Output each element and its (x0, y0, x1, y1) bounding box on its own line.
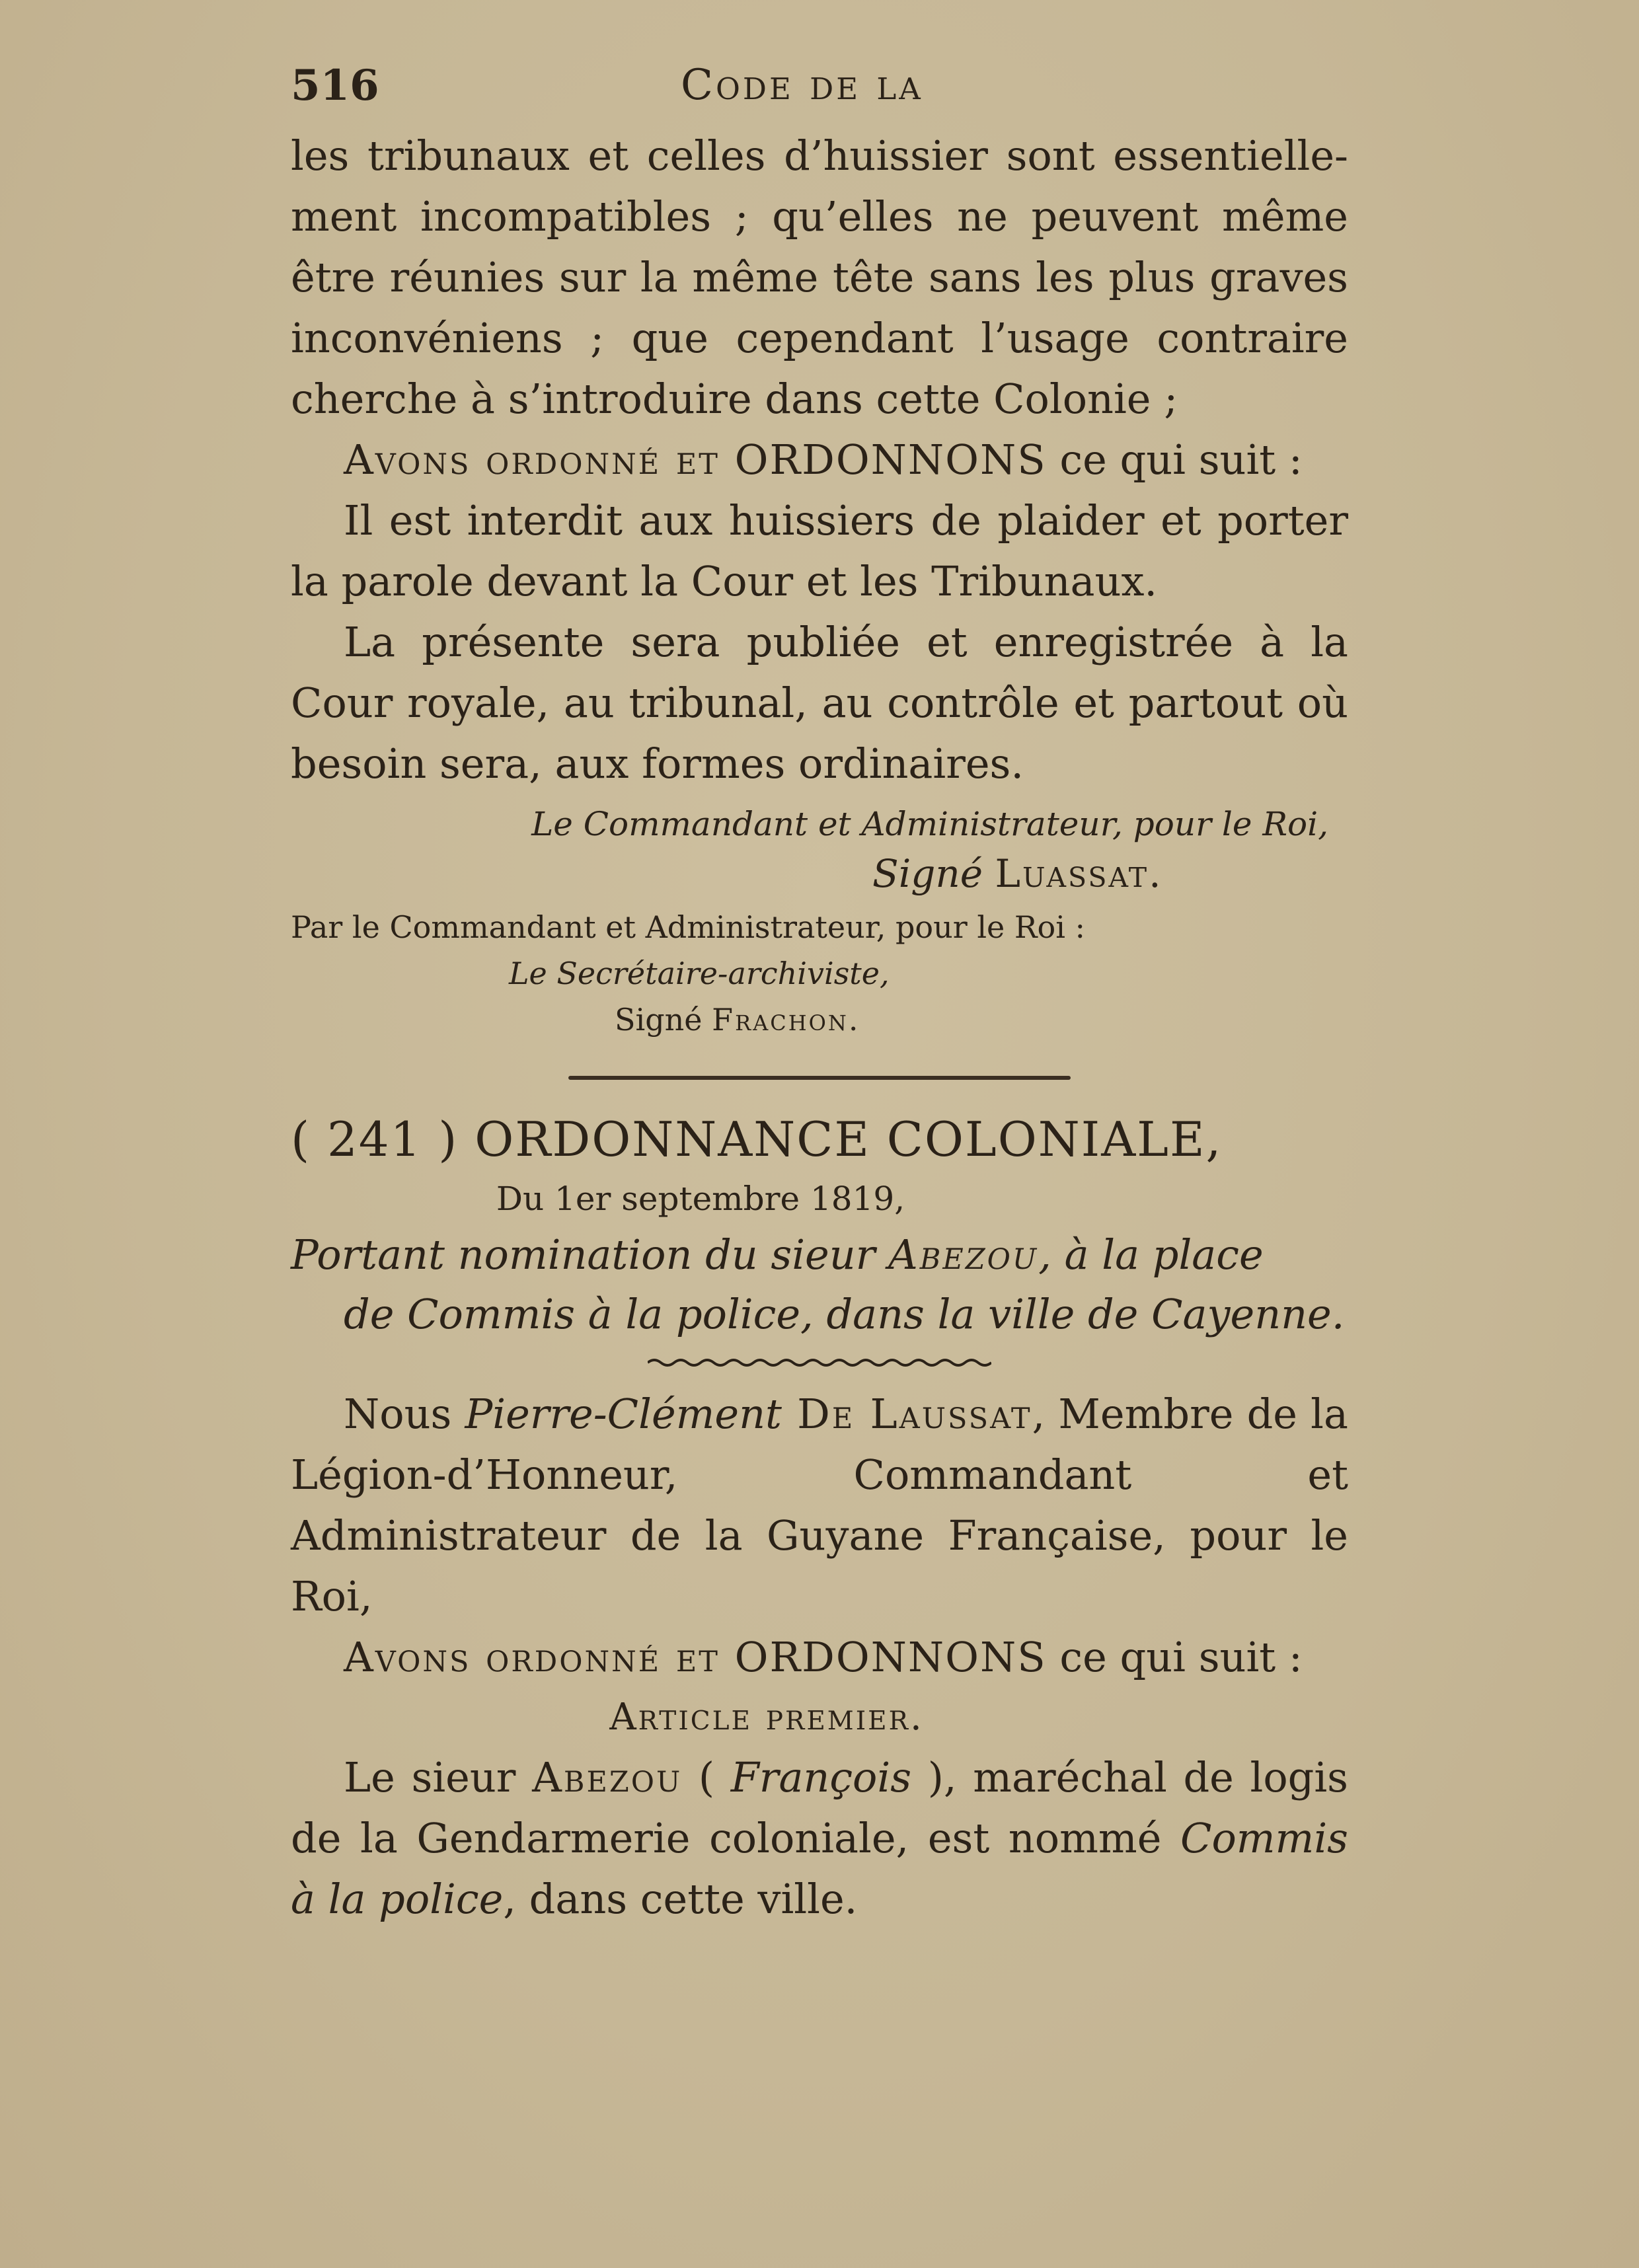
signature-commandant-name (291, 847, 1348, 900)
ornamental-rule (648, 1357, 991, 1368)
paragraph-nous (291, 1384, 1348, 1627)
article-part-1: Le sieur (344, 1753, 533, 1801)
secretary-name: Frachon. (712, 1002, 860, 1038)
page-body (291, 126, 1348, 1930)
nous-text: Nous (344, 1390, 465, 1438)
appointee-first-name: François (730, 1753, 912, 1801)
position-title: Commis à la police (291, 1814, 1348, 1923)
paragraph-continuation: les tribunaux et celles d’huissier sont essentielle-ment incompatibles ; qu’elles ne peuvent même être réunies sur la même tête sans les plus graves inconvéniens ; que cependant l’usage contraire cherche à s’introduire dans cette Colonie ; (291, 132, 1348, 423)
signe-label-2: Signé (615, 1002, 703, 1038)
section-divider (568, 1076, 1071, 1080)
ordonne-text-2: Avons ordonné et (344, 1633, 735, 1681)
family-name: De Laussat (781, 1390, 1032, 1438)
subtitle-part-1: Portant nomination du sieur (291, 1230, 889, 1279)
paragraph-publication: La présente sera publiée et enregistrée à la Cour royale, au tribunal, au contrôle et partout où besoin sera, aux formes ordinaires. (291, 618, 1348, 788)
nous-tail: , Membre de la Légion-d’Honneur, Commandant et Administrateur de la Guyane Française, pour le Roi, (291, 1390, 1348, 1620)
ordonnons-word: ORDONNONS (734, 435, 1047, 484)
paragraph-article (291, 1747, 1348, 1930)
signature-secretaire-title: Le Secrétaire-archiviste, (509, 956, 890, 991)
ordinance-subtitle-line2: de Commis à la police, dans la ville de Cayenne. (344, 1290, 1345, 1338)
signature-secretaire-name (291, 997, 1348, 1043)
article-heading: Article premier. (609, 1696, 924, 1739)
ordonne-tail-2: ce qui suit : (1046, 1633, 1303, 1681)
signature-commandant-title: Le Commandant et Administrateur, pour le Roi, (531, 805, 1328, 843)
appointee-name: Abezou (532, 1753, 683, 1801)
article-part-2: ( (682, 1753, 731, 1801)
article-part-3: ), maréchal de logis de la Gendarmerie coloniale, est nommé (291, 1753, 1348, 1862)
signatory-name: Luassat. (995, 851, 1163, 896)
ordonne-text: Avons ordonné et (344, 435, 735, 484)
paragraph-ordonne-2 (291, 1627, 1348, 1688)
ordinance-title: ( 241 ) ORDONNANCE COLONIALE, (291, 1112, 1223, 1167)
ordonnons-word-2: ORDONNONS (734, 1633, 1047, 1681)
subtitle-part-2: , à la place (1038, 1230, 1264, 1279)
paragraph-interdit: Il est interdit aux huissiers de plaider et porter la parole devant la Cour et les Tribunaux. (291, 496, 1348, 605)
article-part-4: , dans cette ville. (503, 1875, 858, 1923)
ordonne-tail: ce qui suit : (1046, 435, 1303, 484)
page-header (291, 61, 1361, 120)
signe-label: Signé (872, 851, 983, 896)
paragraph-ordonne (291, 430, 1348, 490)
page-number: 516 (291, 61, 379, 110)
subtitle-name: Abezou (888, 1230, 1039, 1279)
ordinance-date: Du 1er septembre 1819, (496, 1180, 905, 1218)
given-name: Pierre-Clément (465, 1390, 782, 1438)
ordinance-subtitle (291, 1225, 1348, 1285)
signature-par-le-commandant: Par le Commandant et Administrateur, pour le Roi : (291, 909, 1086, 945)
running-head: Code de la (681, 61, 923, 110)
